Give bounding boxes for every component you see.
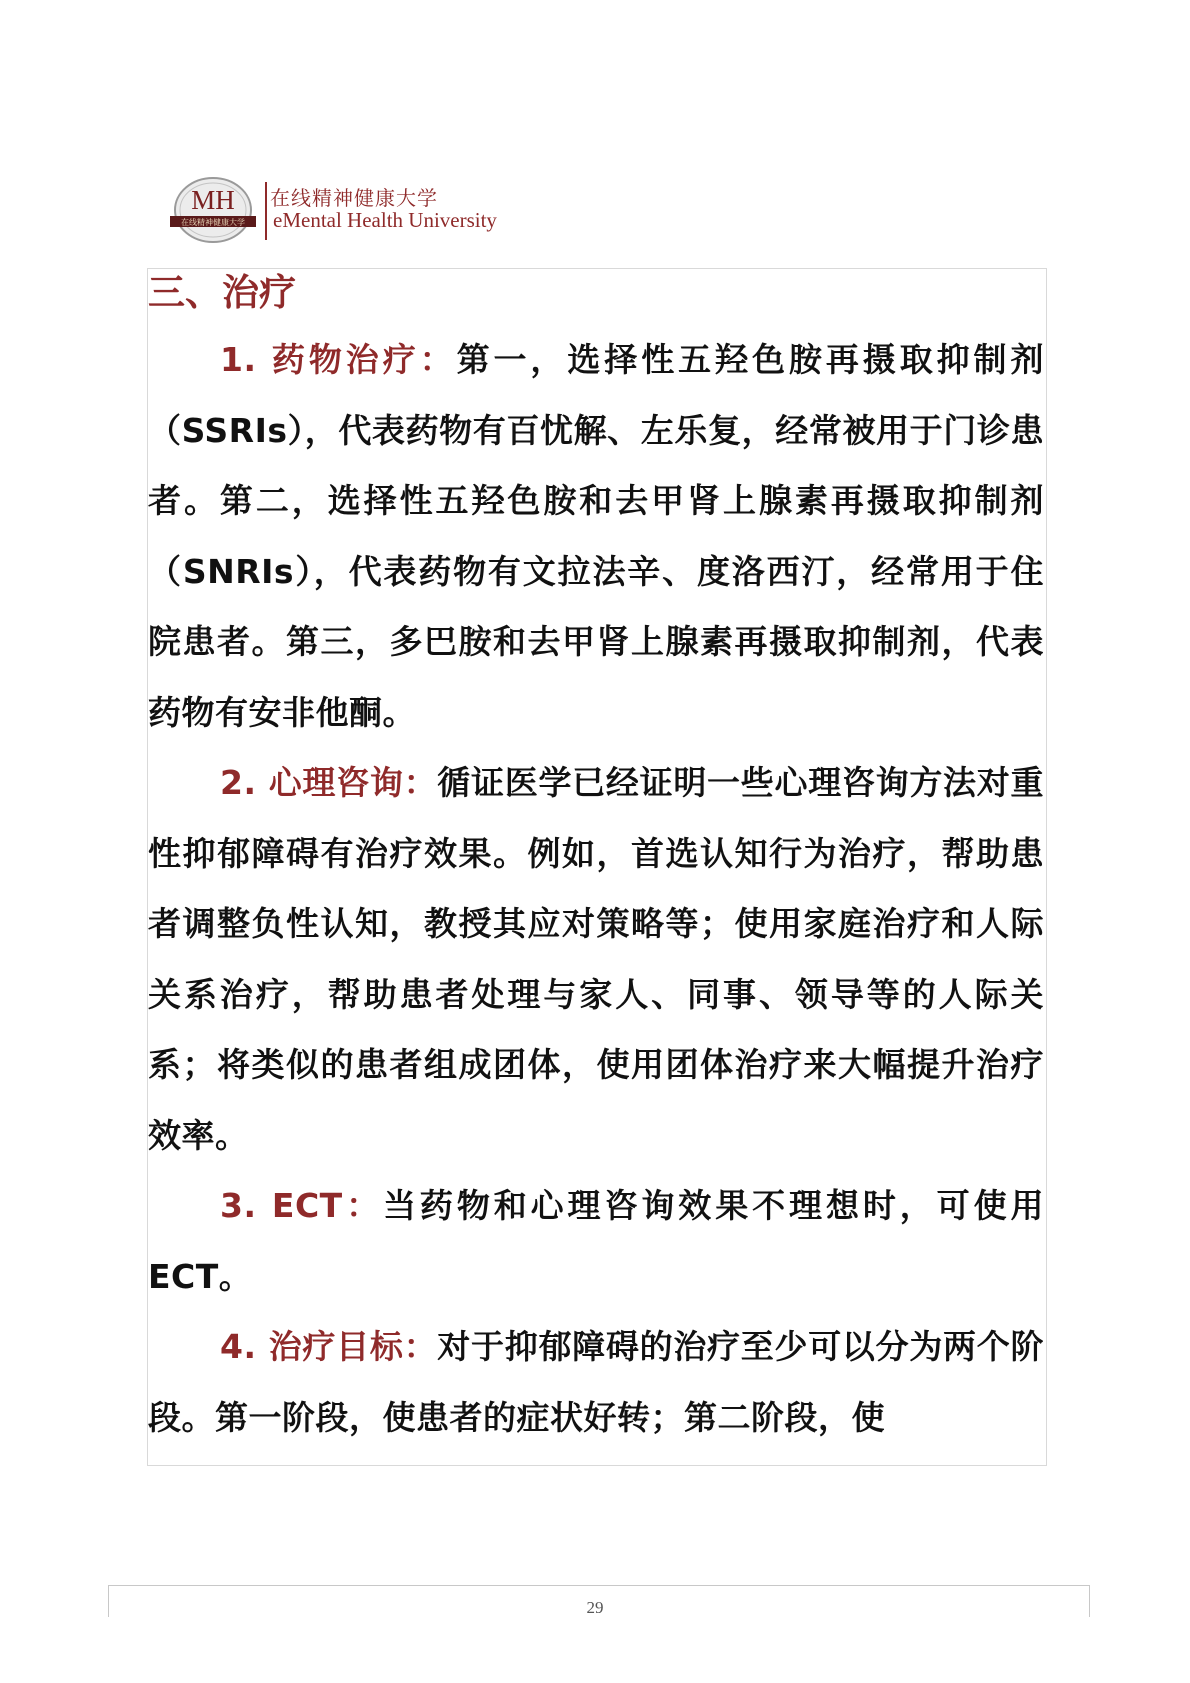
logo-name-en: eMental Health University	[273, 208, 497, 232]
paragraph-ect	[148, 1171, 1044, 1312]
seal-band-text: 在线精神健康大学	[181, 218, 245, 227]
section-heading: 三、治疗	[148, 271, 296, 314]
item-lead: 3. ECT：	[220, 1186, 383, 1225]
item-text: 第一，选择性五羟色胺再摄取抑制剂（SSRIs），代表药物有百忧解、左乐复，经常被用于门诊患者。第二，选择性五羟色胺和去甲肾上腺素再摄取抑制剂（SNRIs），代表药物有文拉法辛、度洛西汀，经常用于住院患者。第三，多巴胺和去甲肾上腺素再摄取抑制剂，代表药物有安非他酮。	[148, 340, 1044, 732]
item-lead: 2. 心理咨询：	[220, 763, 438, 802]
paragraph-counseling	[148, 748, 1044, 1171]
section-body	[148, 325, 1044, 1453]
item-text: 循证医学已经证明一些心理咨询方法对重性抑郁障碍有治疗效果。例如，首选认知行为治疗，帮助患者调整负性认知，教授其应对策略等；使用家庭治疗和人际关系治疗，帮助患者处理与家人、同事、领导等的人际关系；将类似的患者组成团体，使用团体治疗来大幅提升治疗效率。	[148, 763, 1044, 1155]
item-text: 对于抑郁障碍的治疗至少可以分为两个阶段。第一阶段，使患者的症状好转；第二阶段，使	[148, 1327, 1044, 1437]
mh-seal-logo	[170, 176, 256, 244]
item-lead: 1. 药物治疗：	[220, 340, 457, 379]
paragraph-goals	[148, 1312, 1044, 1453]
item-lead: 4. 治疗目标：	[220, 1327, 438, 1366]
logo-name-cn: 在线精神健康大学	[270, 186, 438, 210]
item-text: 当药物和心理咨询效果不理想时，可使用ECT。	[148, 1186, 1044, 1296]
logo-divider	[265, 182, 267, 240]
seal-initials: MH	[191, 185, 235, 215]
page-number: 29	[586, 1598, 604, 1617]
paragraph-medication	[148, 325, 1044, 748]
footer-rule	[108, 1585, 1090, 1586]
university-logo	[170, 172, 670, 252]
